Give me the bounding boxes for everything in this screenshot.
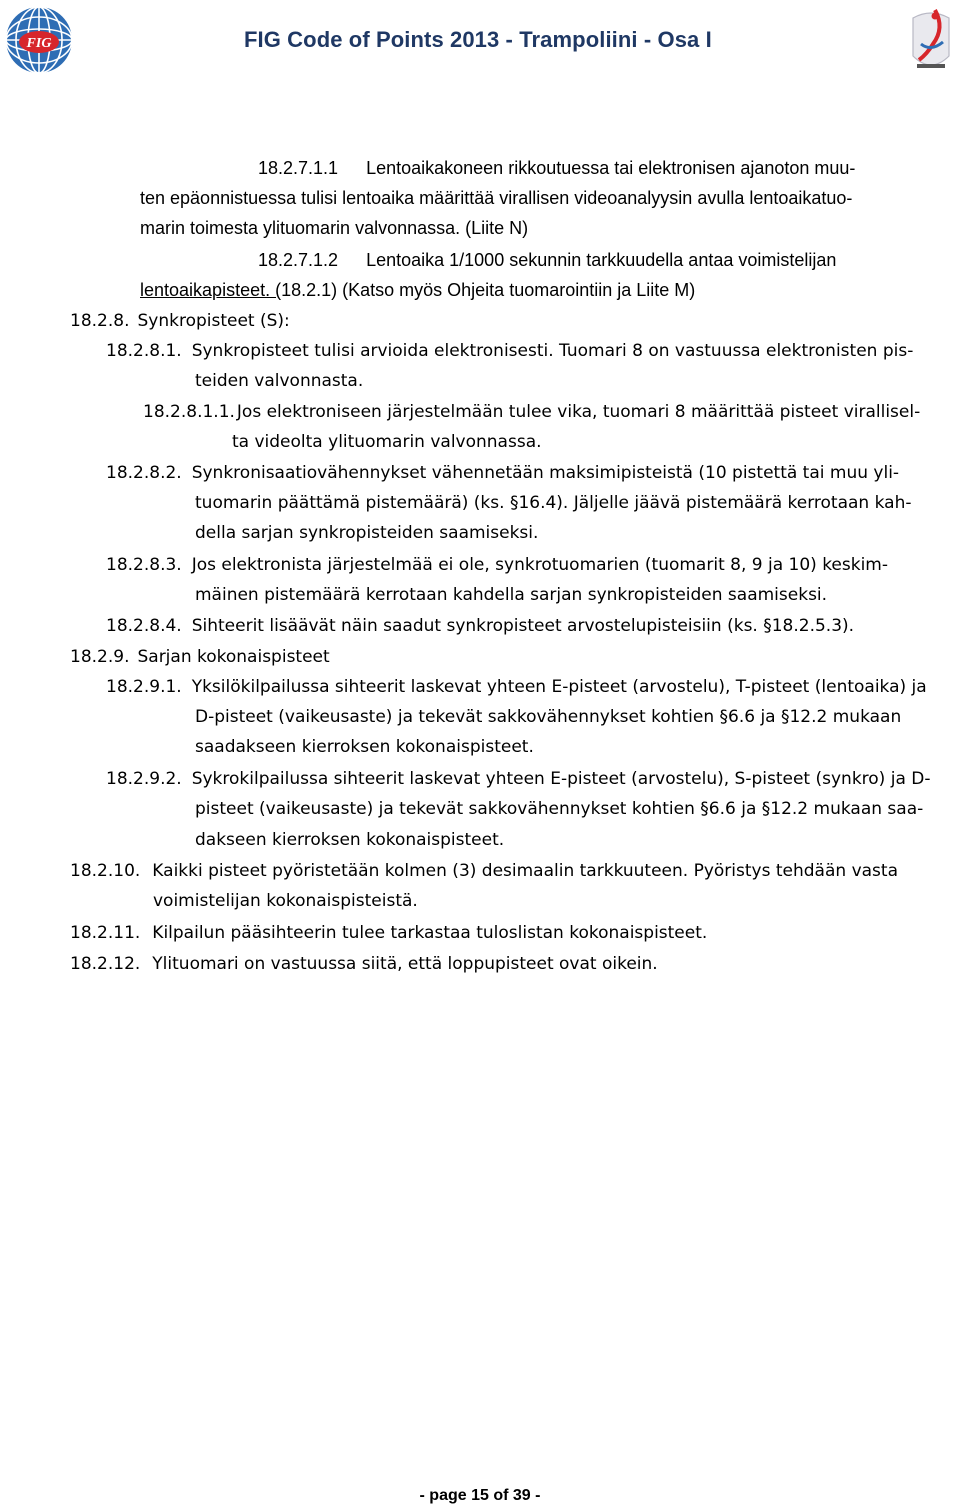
text-line: teiden valvonnasta. bbox=[195, 371, 364, 391]
clause-text: Synkronisaatiovähennykset vähennetään maksimipisteistä (10 pistettä tai muu yli- bbox=[191, 463, 900, 483]
clause-number: 18.2.11. bbox=[70, 923, 141, 943]
clause-text: Ylituomari on vastuussa siitä, että loppupisteet ovat oikein. bbox=[152, 954, 658, 974]
clause-number: 18.2.8.4. bbox=[106, 616, 182, 636]
page-number: - page 15 of 39 - bbox=[419, 1487, 541, 1504]
clause-text: Lentoaika 1/1000 sekunnin tarkkuudella antaa voimistelijan bbox=[366, 250, 837, 270]
clause-text: Kilpailun pääsihteerin tulee tarkastaa tuloslistan kokonaispisteet. bbox=[152, 923, 708, 943]
text-line: della sarjan synkropisteiden saamiseksi. bbox=[195, 523, 539, 543]
section-heading: Synkropisteet (S): bbox=[137, 311, 290, 331]
clause-number: 18.2.12. bbox=[70, 954, 141, 974]
clause-number: 18.2.7.1.2 bbox=[258, 250, 339, 270]
clause-18-2-12 bbox=[70, 953, 658, 975]
clause-number: 18.2.9. bbox=[70, 647, 130, 667]
text-line: D-pisteet (vaikeusaste) ja tekevät sakkovähennykset kohtien §6.6 ja §12.2 mukaan bbox=[195, 707, 902, 727]
clause-18-2-9-2 bbox=[106, 768, 931, 790]
clause-text: Kaikki pisteet pyöristetään kolmen (3) desimaalin tarkkuuteen. Pyöristys tehdään vasta bbox=[152, 861, 898, 881]
clause-18-2-8-1 bbox=[106, 340, 913, 362]
clause-number: 18.2.9.1. bbox=[106, 677, 182, 697]
text-line: tuomarin päättämä pistemäärä) (ks. §16.4). Jäljelle jäävä pistemäärä kerrotaan kah- bbox=[195, 493, 912, 513]
clause-18-2-10 bbox=[70, 860, 898, 882]
clause-text: Synkropisteet tulisi arvioida elektronisesti. Tuomari 8 on vastuussa elektronisten pis- bbox=[191, 341, 914, 361]
text-line: ten epäonnistuessa tulisi lentoaika määrittää virallisen videoanalyysin avulla lentoaikatuo- bbox=[140, 188, 853, 208]
clause-18-2-8-1-1 bbox=[143, 401, 920, 423]
clause-number: 18.2.8.3. bbox=[106, 555, 182, 575]
clause-number: 18.2.7.1.1 bbox=[258, 158, 339, 178]
clause-text: Sykrokilpailussa sihteerit laskevat yhteen E-pisteet (arvostelu), S-pisteet (synkro) ja D- bbox=[191, 769, 931, 789]
text-line: pisteet (vaikeusaste) ja tekevät sakkovähennykset kohtien §6.6 ja §12.2 mukaan saa- bbox=[195, 799, 924, 819]
text-line: saadakseen kierroksen kokonaispisteet. bbox=[195, 737, 534, 757]
clause-18-2-9-1 bbox=[106, 676, 927, 698]
clause-18-2-8-2 bbox=[106, 462, 899, 484]
clause-text: Jos elektroniseen järjestelmään tulee vika, tuomari 8 määrittää pisteet virallisel- bbox=[236, 402, 921, 422]
clause-text: Sihteerit lisäävät näin saadut synkropisteet arvostelupisteisiin (ks. §18.2.5.3). bbox=[191, 616, 855, 636]
clause-text: Lentoaikakoneen rikkoutuessa tai elektronisen ajanoton muu- bbox=[366, 158, 856, 178]
clause-text: Yksilökilpailussa sihteerit laskevat yhteen E-pisteet (arvostelu), T-pisteet (lentoaika) ja bbox=[191, 677, 927, 697]
document-title: FIG Code of Points 2013 - Trampoliini - Osa I bbox=[244, 27, 712, 52]
text-line bbox=[140, 279, 695, 301]
page-header bbox=[0, 0, 960, 90]
clause-18-2-8-3 bbox=[106, 554, 888, 576]
clause-18-2-9 bbox=[70, 646, 330, 668]
clause-number: 18.2.8.2. bbox=[106, 463, 182, 483]
clause-number: 18.2.10. bbox=[70, 861, 141, 881]
text-line: dakseen kierroksen kokonaispisteet. bbox=[195, 830, 505, 850]
clause-number: 18.2.8.1. bbox=[106, 341, 182, 361]
logo-text: FIG bbox=[26, 36, 52, 51]
clause-number: 18.2.8. bbox=[70, 311, 130, 331]
clause-number: 18.2.9.2. bbox=[106, 769, 182, 789]
text-line: ta videolta ylituomarin valvonnassa. bbox=[232, 432, 542, 452]
trampoline-emblem-logo bbox=[905, 4, 957, 76]
clause-18-2-11 bbox=[70, 922, 707, 944]
clause-text: Jos elektronista järjestelmää ei ole, synkrotuomarien (tuomarit 8, 9 ja 10) keskim- bbox=[191, 555, 889, 575]
clause-18-2-7-1-2 bbox=[258, 249, 836, 271]
clause-18-2-8 bbox=[70, 310, 290, 332]
underlined-text: lentoaikapisteet. ( bbox=[140, 280, 282, 300]
text-line: mäinen pistemäärä kerrotaan kahdella sarjan synkropisteiden saamiseksi. bbox=[195, 585, 828, 605]
clause-number: 18.2.8.1.1. bbox=[143, 402, 235, 422]
text-line: marin toimesta ylituomarin valvonnassa. (Liite N) bbox=[140, 218, 529, 238]
section-heading: Sarjan kokonaispisteet bbox=[137, 647, 330, 667]
clause-18-2-7-1-1 bbox=[258, 157, 855, 179]
fig-globe-logo bbox=[3, 4, 73, 76]
clause-text: 18.2.1) (Katso myös Ohjeita tuomarointiin ja Liite M) bbox=[281, 280, 696, 300]
clause-18-2-8-4 bbox=[106, 615, 854, 637]
text-line: voimistelijan kokonaispisteistä. bbox=[153, 891, 418, 911]
